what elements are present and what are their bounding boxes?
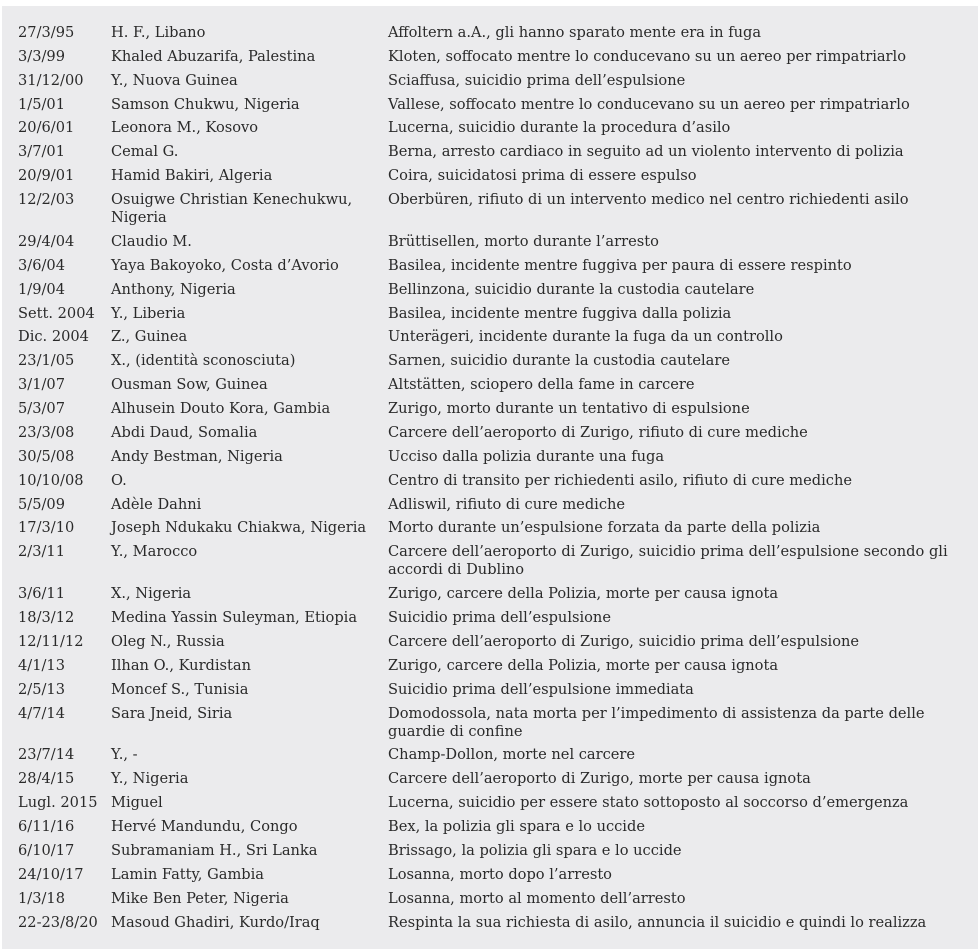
row-description: Suicidio prima dell’espulsione immediata bbox=[388, 680, 694, 698]
row-description: Carcere dell’aeroporto di Zurigo, rifiuto di cure mediche bbox=[388, 423, 808, 441]
row-date: 5/5/09 bbox=[18, 495, 65, 513]
row-description: Lucerna, suicidio durante la procedura d’asilo bbox=[388, 119, 731, 137]
table-row bbox=[2, 21, 976, 45]
row-description: Sarnen, suicidio durante la custodia cautelare bbox=[388, 352, 730, 370]
row-date: 23/3/08 bbox=[18, 423, 75, 441]
row-person: Sara Jneid, Siria bbox=[111, 704, 233, 722]
row-description: Losanna, morto al momento dell’arresto bbox=[388, 889, 686, 907]
row-description: Carcere dell’aeroporto di Zurigo, suicidio prima dell’espulsione bbox=[388, 632, 860, 650]
row-description: Sciaffusa, suicidio prima dell’espulsione bbox=[388, 71, 686, 89]
row-description: Altstätten, sciopero della fame in carcere bbox=[388, 376, 695, 394]
table-row bbox=[2, 887, 976, 911]
row-date: 17/3/10 bbox=[18, 519, 75, 537]
row-person: Y., Nigeria bbox=[111, 770, 189, 788]
table-row bbox=[2, 69, 976, 93]
row-person: Leonora M., Kosovo bbox=[111, 119, 259, 137]
row-description: Ucciso dalla polizia durante una fuga bbox=[388, 447, 665, 465]
row-person: H. F., Libano bbox=[111, 23, 206, 41]
row-person: X., (identità sconosciuta) bbox=[111, 352, 296, 370]
row-date: 24/10/17 bbox=[18, 865, 84, 883]
row-person: Miguel bbox=[111, 794, 163, 812]
table-row bbox=[2, 373, 976, 397]
table-row bbox=[2, 744, 976, 768]
row-person: Cemal G. bbox=[111, 143, 179, 161]
row-date: 27/3/95 bbox=[18, 23, 75, 41]
row-date: Lugl. 2015 bbox=[18, 794, 98, 812]
row-person: Yaya Bakoyoko, Costa d’Avorio bbox=[111, 256, 339, 274]
row-person: Medina Yassin Suleyman, Etiopia bbox=[111, 609, 358, 627]
row-person: Ilhan O., Kurdistan bbox=[111, 656, 252, 674]
table-row bbox=[2, 815, 976, 839]
row-person: X., Nigeria bbox=[111, 585, 192, 603]
table-row bbox=[2, 606, 976, 630]
row-description: Oberbüren, rifiuto di un intervento medico nel centro richiedenti asilo bbox=[388, 191, 909, 209]
row-date: 3/3/99 bbox=[18, 47, 65, 65]
row-description: Bellinzona, suicidio durante la custodia cautelare bbox=[388, 280, 755, 298]
deaths-list-panel bbox=[2, 6, 978, 949]
row-person: Ousman Sow, Guinea bbox=[111, 376, 268, 394]
table-row bbox=[2, 302, 976, 326]
row-date: 22-23/8/20 bbox=[18, 913, 98, 931]
row-description: Centro di transito per richiedenti asilo, rifiuto di cure mediche bbox=[388, 471, 852, 489]
row-description: Adliswil, rifiuto di cure mediche bbox=[388, 495, 626, 513]
table-row bbox=[2, 45, 976, 69]
row-date: 18/3/12 bbox=[18, 609, 75, 627]
table-row bbox=[2, 791, 976, 815]
row-date: 6/10/17 bbox=[18, 841, 75, 859]
table-row bbox=[2, 254, 976, 278]
row-description: Lucerna, suicidio per essere stato sottoposto al soccorso d’emergenza bbox=[388, 794, 909, 812]
row-description: Respinta la sua richiesta di asilo, annuncia il suicidio e quindi lo realizza bbox=[388, 913, 927, 931]
table-row bbox=[2, 397, 976, 421]
row-person: Lamin Fatty, Gambia bbox=[111, 865, 264, 883]
row-date: 12/2/03 bbox=[18, 191, 75, 209]
row-date: 28/4/15 bbox=[18, 770, 75, 788]
row-date: 5/3/07 bbox=[18, 400, 65, 418]
table-row bbox=[2, 540, 976, 582]
row-description: Zurigo, carcere della Polizia, morte per causa ignota bbox=[388, 656, 779, 674]
row-person: Anthony, Nigeria bbox=[111, 280, 236, 298]
row-date: 23/1/05 bbox=[18, 352, 75, 370]
row-person: Osuigwe Christian Kenechukwu, Nigeria bbox=[111, 191, 353, 227]
row-description: Coira, suicidatosi prima di essere espulso bbox=[388, 167, 697, 185]
row-description: Zurigo, carcere della Polizia, morte per causa ignota bbox=[388, 585, 779, 603]
deaths-table-body bbox=[2, 21, 976, 935]
row-description: Carcere dell’aeroporto di Zurigo, suicidio prima dell’espulsione secondo gli accordi di Dublino bbox=[388, 543, 948, 579]
deaths-table bbox=[2, 21, 976, 935]
row-person: Adèle Dahni bbox=[111, 495, 202, 513]
row-date: 1/9/04 bbox=[18, 280, 65, 298]
row-person: Claudio M. bbox=[111, 232, 192, 250]
table-row bbox=[2, 421, 976, 445]
row-description: Brüttisellen, morto durante l’arresto bbox=[388, 232, 659, 250]
table-row bbox=[2, 582, 976, 606]
row-date: 31/12/00 bbox=[18, 71, 84, 89]
row-person: Hervé Mandundu, Congo bbox=[111, 818, 298, 836]
row-date: 2/3/11 bbox=[18, 543, 65, 561]
row-description: Losanna, morto dopo l’arresto bbox=[388, 865, 612, 883]
row-date: 10/10/08 bbox=[18, 471, 84, 489]
row-date: 3/6/04 bbox=[18, 256, 65, 274]
row-person: Oleg N., Russia bbox=[111, 632, 225, 650]
table-row bbox=[2, 117, 976, 141]
row-person: Mike Ben Peter, Nigeria bbox=[111, 889, 289, 907]
row-person: Y., Marocco bbox=[111, 543, 198, 561]
table-row bbox=[2, 278, 976, 302]
row-description: Carcere dell’aeroporto di Zurigo, morte per causa ignota bbox=[388, 770, 811, 788]
table-row bbox=[2, 188, 976, 230]
row-date: 4/1/13 bbox=[18, 656, 65, 674]
row-person: Abdi Daud, Somalia bbox=[111, 423, 258, 441]
table-row bbox=[2, 140, 976, 164]
table-row bbox=[2, 326, 976, 350]
table-row bbox=[2, 654, 976, 678]
row-date: 12/11/12 bbox=[18, 632, 84, 650]
row-date: 20/6/01 bbox=[18, 119, 75, 137]
row-person: Andy Bestman, Nigeria bbox=[111, 447, 283, 465]
row-description: Champ-Dollon, morte nel carcere bbox=[388, 746, 636, 764]
table-row bbox=[2, 767, 976, 791]
row-person: Y., - bbox=[111, 746, 138, 764]
row-description: Basilea, incidente mentre fuggiva per paura di essere respinto bbox=[388, 256, 852, 274]
row-person: Z., Guinea bbox=[111, 328, 188, 346]
row-date: 2/5/13 bbox=[18, 680, 65, 698]
row-date: 3/1/07 bbox=[18, 376, 65, 394]
row-date: Sett. 2004 bbox=[18, 304, 95, 322]
row-person: Khaled Abuzarifa, Palestina bbox=[111, 47, 316, 65]
row-description: Berna, arresto cardiaco in seguito ad un violento intervento di polizia bbox=[388, 143, 904, 161]
row-date: 3/7/01 bbox=[18, 143, 65, 161]
row-person: Joseph Ndukaku Chiakwa, Nigeria bbox=[111, 519, 367, 537]
table-row bbox=[2, 839, 976, 863]
row-description: Bex, la polizia gli spara e lo uccide bbox=[388, 818, 645, 836]
row-person: Hamid Bakiri, Algeria bbox=[111, 167, 273, 185]
row-description: Affoltern a.A., gli hanno sparato mente era in fuga bbox=[388, 23, 762, 41]
row-date: 1/3/18 bbox=[18, 889, 65, 907]
row-date: 30/5/08 bbox=[18, 447, 75, 465]
table-row bbox=[2, 469, 976, 493]
row-person: Alhusein Douto Kora, Gambia bbox=[111, 400, 331, 418]
row-date: 3/6/11 bbox=[18, 585, 65, 603]
row-description: Kloten, soffocato mentre lo conducevano su un aereo per rimpatriarlo bbox=[388, 47, 906, 65]
row-date: 6/11/16 bbox=[18, 818, 75, 836]
row-description: Basilea, incidente mentre fuggiva dalla polizia bbox=[388, 304, 732, 322]
table-row bbox=[2, 445, 976, 469]
row-date: 29/4/04 bbox=[18, 232, 75, 250]
row-description: Morto durante un’espulsione forzata da parte della polizia bbox=[388, 519, 821, 537]
row-date: 20/9/01 bbox=[18, 167, 75, 185]
table-row bbox=[2, 911, 976, 935]
row-person: Y., Nuova Guinea bbox=[111, 71, 238, 89]
table-row bbox=[2, 678, 976, 702]
table-row bbox=[2, 493, 976, 517]
row-person: Y., Liberia bbox=[111, 304, 186, 322]
row-date: 23/7/14 bbox=[18, 746, 75, 764]
row-description: Unterägeri, incidente durante la fuga da un controllo bbox=[388, 328, 783, 346]
row-person: Masoud Ghadiri, Kurdo/Iraq bbox=[111, 913, 320, 931]
row-date: 4/7/14 bbox=[18, 704, 65, 722]
row-description: Brissago, la polizia gli spara e lo uccide bbox=[388, 841, 682, 859]
table-row bbox=[2, 517, 976, 541]
table-row bbox=[2, 863, 976, 887]
table-row bbox=[2, 230, 976, 254]
row-description: Zurigo, morto durante un tentativo di espulsione bbox=[388, 400, 750, 418]
row-person: O. bbox=[111, 471, 127, 489]
table-row bbox=[2, 349, 976, 373]
row-description: Vallese, soffocato mentre lo conducevano su un aereo per rimpatriarlo bbox=[388, 95, 910, 113]
table-row bbox=[2, 702, 976, 744]
row-description: Domodossola, nata morta per l’impedimento di assistenza da parte delle guardie di confine bbox=[388, 704, 925, 740]
table-row bbox=[2, 93, 976, 117]
table-row bbox=[2, 630, 976, 654]
row-date: Dic. 2004 bbox=[18, 328, 89, 346]
row-description: Suicidio prima dell’espulsione bbox=[388, 609, 611, 627]
table-row bbox=[2, 164, 976, 188]
row-person: Moncef S., Tunisia bbox=[111, 680, 249, 698]
row-person: Samson Chukwu, Nigeria bbox=[111, 95, 300, 113]
row-date: 1/5/01 bbox=[18, 95, 65, 113]
row-person: Subramaniam H., Sri Lanka bbox=[111, 841, 318, 859]
